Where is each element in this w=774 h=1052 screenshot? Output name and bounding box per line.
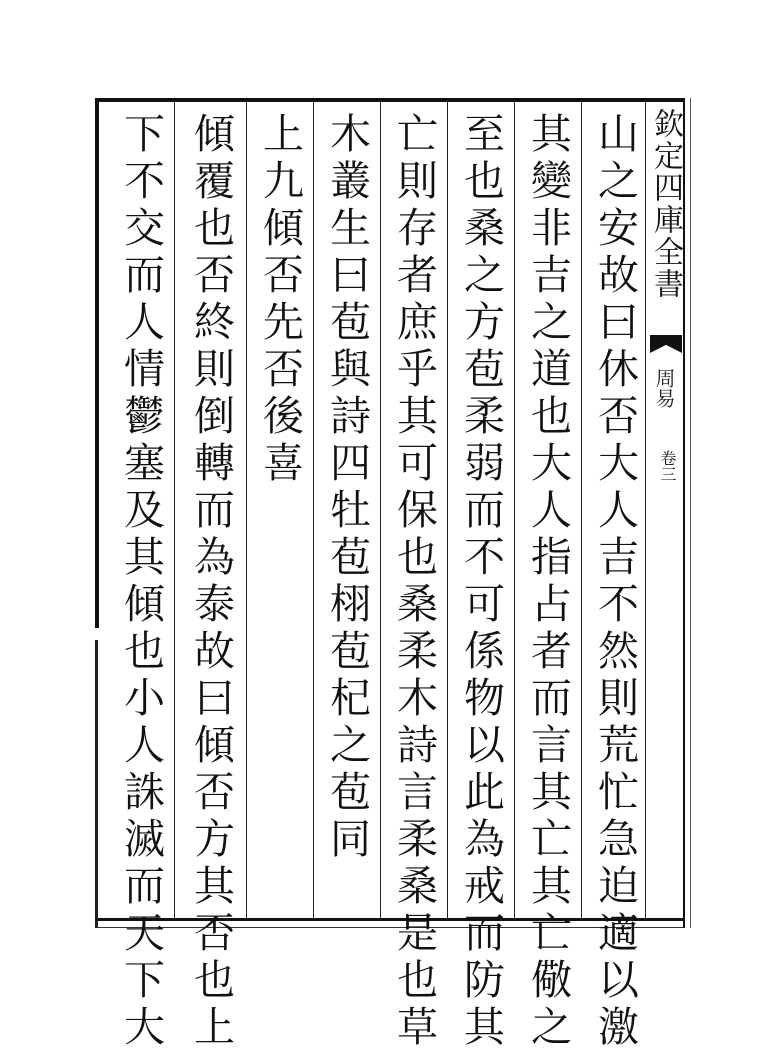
fishtail-mark-icon — [650, 335, 682, 353]
column-rule — [380, 102, 381, 918]
frame-left-border-lower — [95, 640, 98, 928]
text-column-4: 亡則存者庶乎其可保也桑柔木詩言柔桑是也草 — [390, 112, 438, 1052]
text-column-2: 其變非吉之道也大人指占者而言其亡其亡儆之 — [524, 112, 572, 1052]
column-rule — [645, 102, 646, 918]
column-rule — [313, 102, 314, 918]
text-column-1: 山之安故曰休否大人吉不然則荒忙急迫適以激 — [591, 112, 639, 1052]
volume-label: 卷三 — [658, 450, 677, 482]
frame-right-border — [683, 98, 685, 928]
frame-left-border — [95, 98, 99, 628]
text-column-7: 傾覆也否終則倒轉而為泰故曰傾否方其否也上 — [187, 112, 235, 1052]
column-rule — [174, 102, 175, 918]
book-title-margin: 欽定四庫全書 — [648, 108, 683, 300]
column-rule — [581, 102, 582, 918]
text-column-5: 木叢生曰苞與詩四牡苞栩苞杞之苞同 — [323, 112, 371, 864]
column-rule — [246, 102, 247, 918]
text-column-6-heading: 上九傾否先否後喜 — [256, 112, 304, 488]
frame-top-border — [95, 98, 685, 102]
margin-section-mark: 周易 — [652, 368, 676, 408]
column-rule — [514, 102, 515, 918]
column-rule — [447, 102, 448, 918]
text-column-3: 至也桑之方苞柔弱而不可係物以此為戒而防其 — [457, 112, 505, 1052]
frame-right-outer-line — [690, 98, 691, 928]
text-column-8: 下不交而人情鬱塞及其傾也小人誅滅而天下大 — [117, 112, 165, 1052]
